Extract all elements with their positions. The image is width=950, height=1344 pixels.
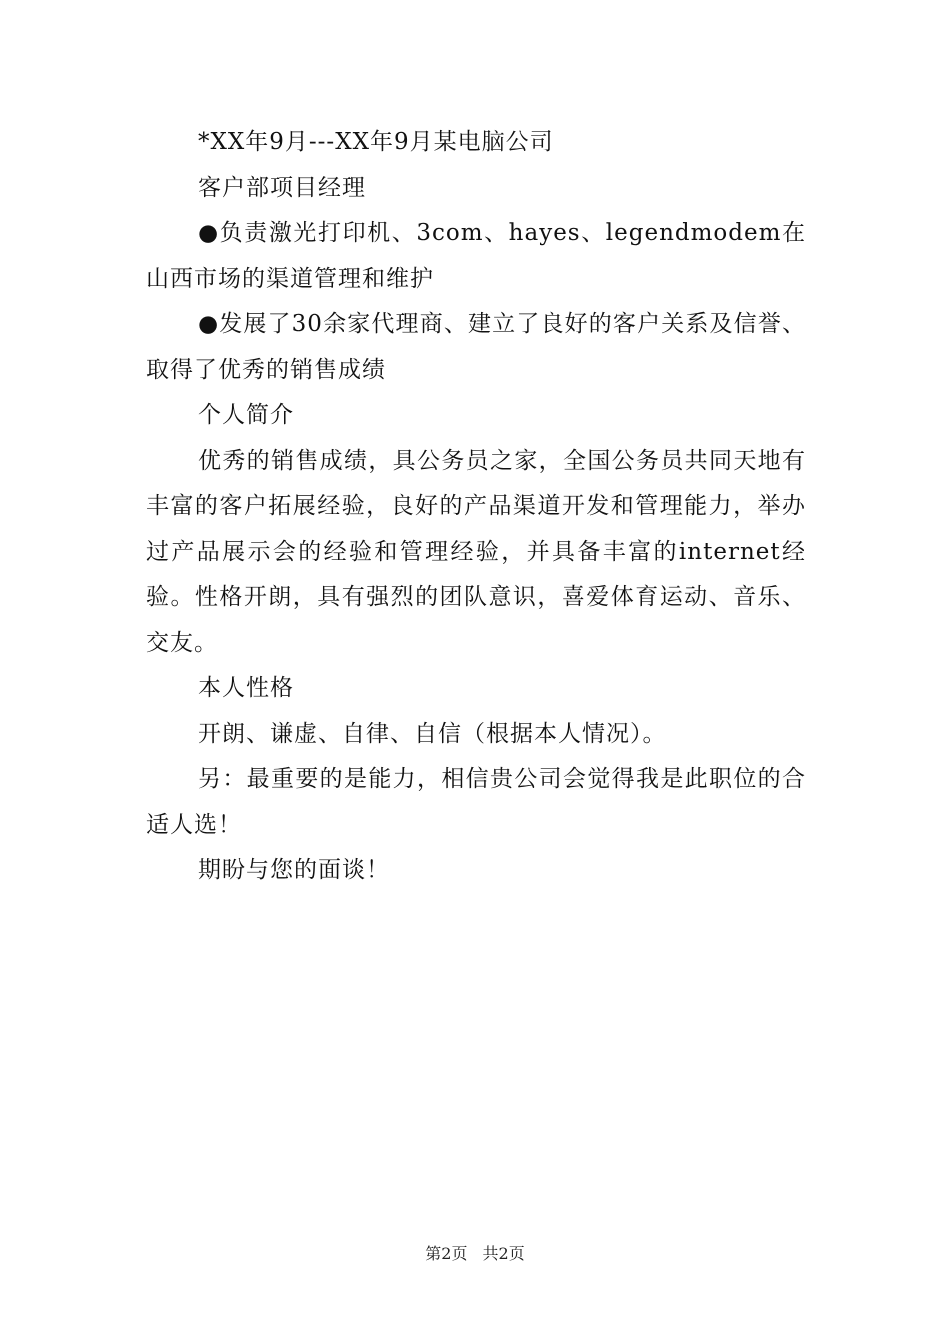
- page-footer: [0, 1242, 950, 1266]
- page-number: 第2页: [425, 1244, 468, 1263]
- closing-line: 期盼与您的面谈！: [198, 857, 390, 883]
- section-heading-profile: 个人简介: [198, 402, 294, 428]
- personality-paragraph: 开朗、谦虚、自律、自信（根据本人情况）。: [198, 720, 667, 747]
- work-period-line: *XX年9月---XX年9月某电脑公司: [198, 129, 554, 155]
- additional-note-paragraph: 另：最重要的是能力，相信贵公司会觉得我是此职位的合适人选！: [146, 766, 806, 838]
- document-body: [146, 120, 806, 894]
- duty-bullet-1: ●负责激光打印机、3com、hayes、legendmodem在山西市场的渠道管理和维护: [146, 220, 806, 292]
- job-title-line: 客户部项目经理: [198, 174, 366, 201]
- duty-bullet-2: ●发展了30余家代理商、建立了良好的客户关系及信誉、取得了优秀的销售成绩: [146, 311, 806, 383]
- profile-paragraph: 优秀的销售成绩，具公务员之家，全国公务员共同天地有丰富的客户拓展经验，良好的产品渠道开发和管理能力，举办过产品展示会的经验和管理经验，并具备丰富的internet经验。性格开朗，具有强烈的团队意识，喜爱体育运动、音乐、交友。: [146, 447, 806, 656]
- section-heading-personality: 本人性格: [198, 675, 294, 701]
- total-pages: 共2页: [482, 1244, 525, 1263]
